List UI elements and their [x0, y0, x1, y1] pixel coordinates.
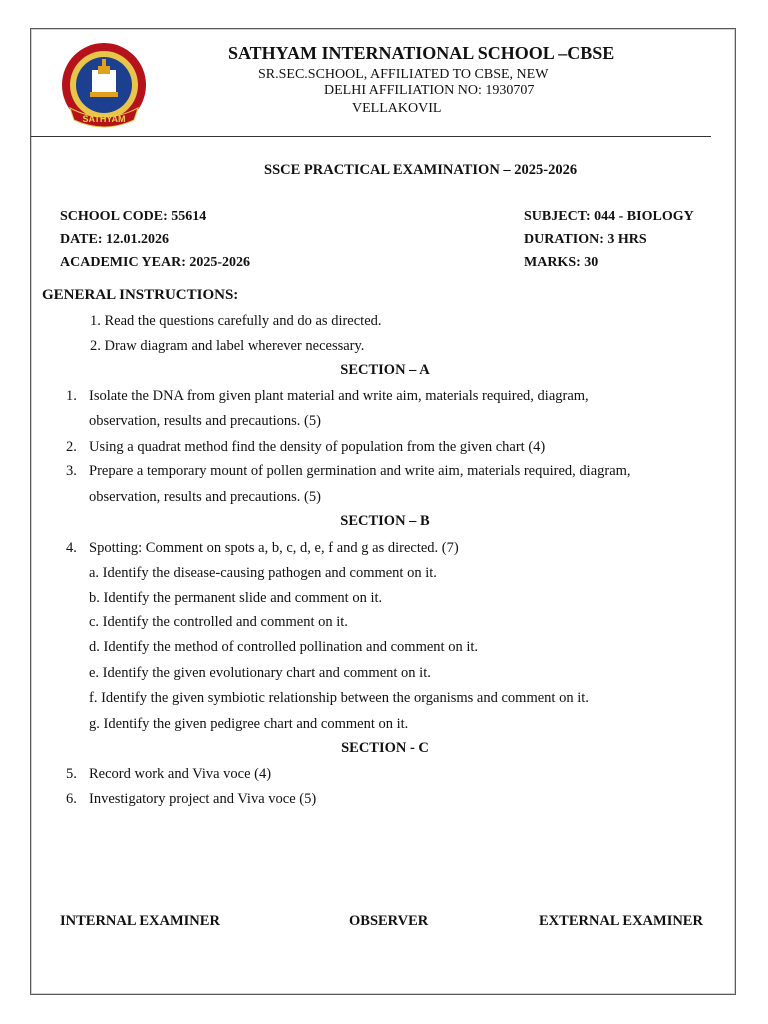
school-logo-icon	[56, 42, 152, 132]
question-number: 2.	[66, 439, 77, 455]
section-b-heading	[0, 513, 768, 530]
question-text: Spotting: Comment on spots a, b, c, d, e, f and g as directed. (7)	[89, 540, 459, 556]
observer-signature: OBSERVER	[349, 913, 429, 929]
section-b-label: SECTION – B	[340, 513, 430, 529]
academic-year: ACADEMIC YEAR: 2025-2026	[60, 255, 251, 270]
general-instructions-title: GENERAL INSTRUCTIONS:	[42, 287, 239, 303]
question-text: observation, results and precautions. (5)	[89, 489, 321, 505]
spot-item-f: f. Identify the given symbiotic relationship between the organisms and comment on it.	[89, 690, 589, 706]
spot-item-c: c. Identify the controlled and comment on it.	[89, 614, 348, 630]
section-a-heading	[0, 362, 768, 379]
exam-date: DATE: 12.01.2026	[60, 232, 170, 247]
affiliation-line-2: DELHI AFFILIATION NO: 1930707	[324, 83, 535, 98]
question-number: 4.	[66, 540, 77, 556]
subject: SUBJECT: 044 - BIOLOGY	[524, 209, 694, 224]
question-text: observation, results and precautions. (5)	[89, 413, 321, 429]
section-c-heading	[0, 740, 768, 757]
exam-title: SSCE PRACTICAL EXAMINATION – 2025-2026	[264, 162, 578, 178]
school-town: VELLAKOVIL	[352, 101, 442, 116]
spot-item-d: d. Identify the method of controlled pollination and comment on it.	[89, 639, 479, 655]
spot-item-e: e. Identify the given evolutionary chart and comment on it.	[89, 665, 431, 681]
spot-item-g: g. Identify the given pedigree chart and comment on it.	[89, 716, 409, 732]
question-text: Using a quadrat method find the density of population from the given chart (4)	[89, 439, 546, 455]
school-code: SCHOOL CODE: 55614	[60, 209, 207, 224]
internal-examiner-signature: INTERNAL EXAMINER	[60, 913, 220, 929]
question-number: 1.	[66, 388, 77, 404]
school-name: SATHYAM INTERNATIONAL SCHOOL –CBSE	[228, 43, 615, 63]
instruction-item: 1. Read the questions carefully and do as directed.	[90, 313, 382, 329]
external-examiner-signature: EXTERNAL EXAMINER	[539, 913, 703, 929]
marks: MARKS: 30	[524, 255, 599, 270]
instruction-item: 2. Draw diagram and label wherever necessary.	[90, 338, 365, 354]
logo-text: SATHYAM	[82, 114, 126, 124]
question-text: Record work and Viva voce (4)	[89, 766, 272, 782]
spot-item-a: a. Identify the disease-causing pathogen and comment on it.	[89, 565, 437, 581]
section-a-label: SECTION – A	[340, 362, 430, 378]
question-number: 6.	[66, 791, 77, 807]
spot-item-b: b. Identify the permanent slide and comment on it.	[89, 590, 383, 606]
question-number: 5.	[66, 766, 77, 782]
duration: DURATION: 3 HRS	[524, 232, 647, 247]
question-text: Investigatory project and Viva voce (5)	[89, 791, 317, 807]
question-text: Isolate the DNA from given plant material and write aim, materials required, diagram,	[89, 388, 589, 404]
section-c-label: SECTION - C	[341, 740, 429, 756]
header-divider	[31, 136, 711, 137]
question-text: Prepare a temporary mount of pollen germination and write aim, materials required, diagram,	[89, 463, 631, 479]
affiliation-line-1: SR.SEC.SCHOOL, AFFILIATED TO CBSE, NEW	[258, 67, 549, 82]
question-number: 3.	[66, 463, 77, 479]
